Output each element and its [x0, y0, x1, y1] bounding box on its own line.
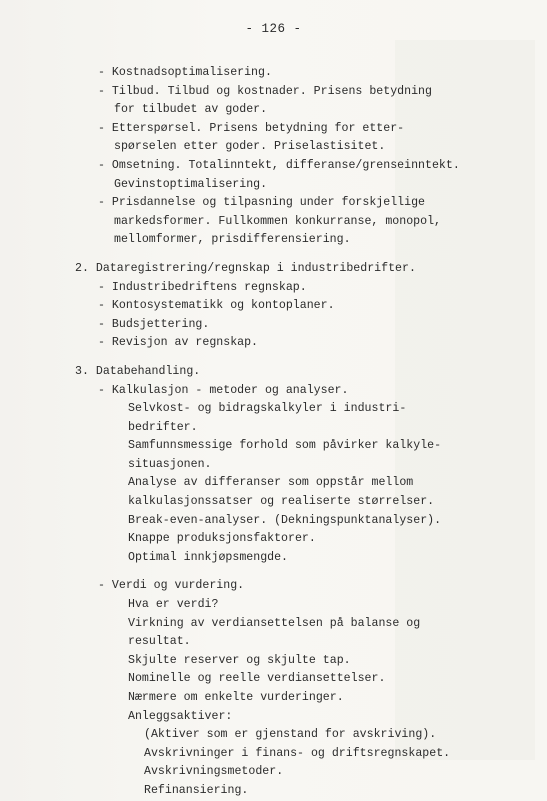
text-line: kalkulasjonssatser og realiserte størrelser.: [128, 495, 435, 509]
text-line: Optimal innkjøpsmengde.: [128, 550, 289, 564]
section-spacer: [0, 567, 547, 577]
text-line: Analyse av differanser som oppstår mellom: [128, 476, 414, 490]
text-line: - Kalkulasjon - metoder og analyser.: [98, 383, 349, 397]
text-line: - Verdi og vurdering.: [98, 579, 245, 593]
text-line: resultat.: [128, 635, 191, 649]
section-heading: 2. Dataregistrering/regnskap i industribedrifter.: [75, 261, 416, 275]
section-spacer: [0, 353, 547, 363]
text-line: Samfunnsmessige forhold som påvirker kalkyle-: [128, 439, 442, 453]
text-line: Avskrivningsmetoder.: [144, 765, 284, 779]
text-line: (Aktiver som er gjenstand for avskriving).: [144, 728, 437, 742]
text-line: Virkning av verdiansettelsen på balanse og: [128, 616, 421, 630]
text-line: Hva er verdi?: [128, 598, 219, 612]
text-line: spørselen etter goder. Priselastisitet.: [114, 140, 386, 154]
text-line: for tilbudet av goder.: [114, 103, 268, 117]
text-line: - Omsetning. Totalinntekt, differanse/grenseinntekt.: [98, 158, 460, 172]
text-line: bedrifter.: [128, 420, 198, 434]
page-body: [0, 64, 547, 801]
text-line: situasjonen.: [128, 457, 212, 471]
page-number: - 126 -: [245, 22, 302, 36]
text-line: - Revisjon av regnskap.: [98, 336, 259, 350]
text-line: Break-even-analyser. (Dekningspunktanalyser).: [128, 513, 442, 527]
text-line: Knappe produksjonsfaktorer.: [128, 532, 316, 546]
section-spacer: [0, 250, 547, 260]
text-line: - Tilbud. Tilbud og kostnader. Prisens betydning: [98, 84, 432, 98]
text-line: mellomformer, prisdifferensiering.: [114, 233, 351, 247]
text-line: - Kontosystematikk og kontoplaner.: [98, 299, 335, 313]
text-line: markedsformer. Fullkommen konkurranse, monopol,: [114, 214, 441, 228]
text-line: Refinansiering.: [144, 783, 249, 797]
text-line: - Prisdannelse og tilpasning under forskjellige: [98, 196, 425, 210]
text-line: - Industribedriftens regnskap.: [98, 280, 307, 294]
text-line: - Budsjettering.: [98, 317, 210, 331]
text-line: Anleggsaktiver:: [128, 709, 233, 723]
text-line: - Etterspørsel. Prisens betydning for etter-: [98, 121, 405, 135]
text-line: Selvkost- og bidragskalkyler i industri-: [128, 402, 407, 416]
text-line: Gevinstoptimalisering.: [114, 177, 268, 191]
text-line: Avskrivninger i finans- og driftsregnskapet.: [144, 746, 451, 760]
text-line: Nominelle og reelle verdiansettelser.: [128, 672, 386, 686]
text-line: Skjulte reserver og skjulte tap.: [128, 653, 351, 667]
text-line: - Kostnadsoptimalisering.: [98, 66, 272, 79]
text-line: Nærmere om enkelte vurderinger.: [128, 691, 344, 704]
section-heading: 3. Databehandling.: [75, 364, 201, 378]
